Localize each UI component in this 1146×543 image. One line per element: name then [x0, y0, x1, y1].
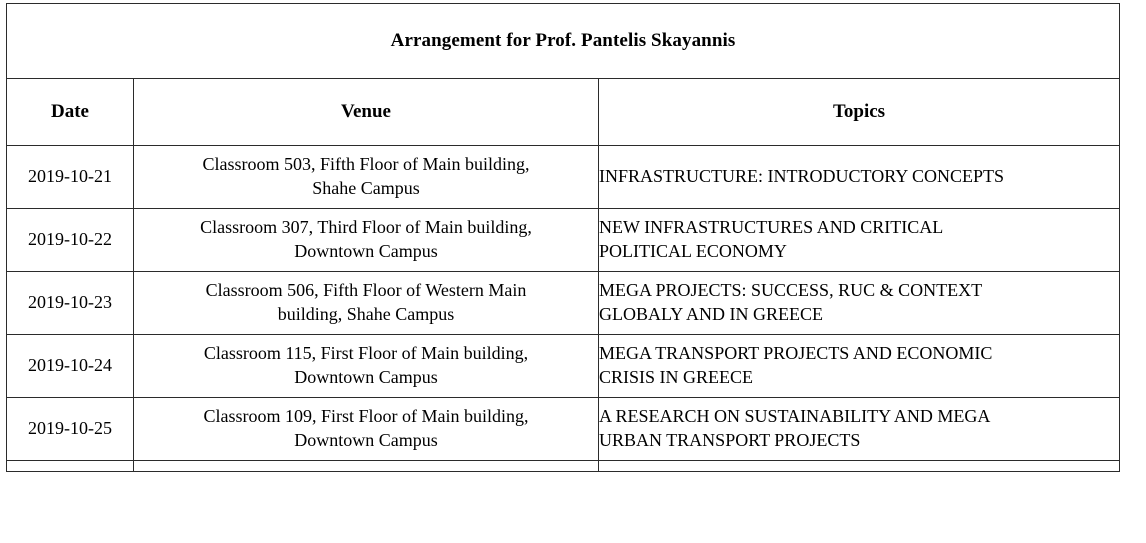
topics-line-1: MEGA TRANSPORT PROJECTS AND ECONOMIC — [599, 343, 993, 364]
venue-line-2: Downtown Campus — [294, 367, 438, 387]
cell-venue — [134, 335, 599, 398]
venue-line-1: Classroom 503, Fifth Floor of Main building, — [202, 154, 530, 175]
document-title: Arrangement for Prof. Pantelis Skayannis — [7, 4, 1120, 79]
cell-venue — [134, 146, 599, 209]
table-row — [7, 146, 1120, 209]
cell-date: 2019-10-22 — [7, 209, 134, 272]
cell-date: 2019-10-25 — [7, 398, 134, 461]
cell-venue-clipped — [134, 461, 599, 472]
table-row — [7, 272, 1120, 335]
topics-line-2: CRISIS IN GREECE — [599, 367, 754, 387]
cell-date-clipped — [7, 461, 134, 472]
table-row — [7, 209, 1120, 272]
cell-topics — [599, 335, 1120, 398]
venue-line-1: Classroom 109, First Floor of Main building, — [203, 406, 529, 427]
cell-date: 2019-10-23 — [7, 272, 134, 335]
cell-date: 2019-10-24 — [7, 335, 134, 398]
venue-line-2: Downtown Campus — [294, 241, 438, 261]
topics-line-2: POLITICAL ECONOMY — [599, 241, 787, 261]
table-row — [7, 398, 1120, 461]
topics-line-1: INFRASTRUCTURE: INTRODUCTORY CONCEPTS — [599, 166, 1005, 187]
cell-topics — [599, 272, 1120, 335]
table-header-row — [7, 79, 1120, 146]
cell-topics — [599, 146, 1120, 209]
table-row-clipped — [7, 461, 1120, 472]
cell-venue — [134, 209, 599, 272]
venue-line-2: Downtown Campus — [294, 430, 438, 450]
topics-line-1: NEW INFRASTRUCTURES AND CRITICAL — [599, 217, 944, 238]
cell-venue — [134, 272, 599, 335]
column-header-venue: Venue — [134, 79, 599, 146]
venue-line-2: Shahe Campus — [312, 178, 420, 198]
venue-line-2: building, Shahe Campus — [277, 304, 455, 324]
topics-line-1: A RESEARCH ON SUSTAINABILITY AND MEGA — [599, 406, 991, 427]
topics-line-1: MEGA PROJECTS: SUCCESS, RUC & CONTEXT — [599, 280, 983, 301]
document-page — [0, 3, 1146, 543]
table-row — [7, 335, 1120, 398]
cell-topics — [599, 398, 1120, 461]
cell-venue — [134, 398, 599, 461]
schedule-table — [6, 3, 1120, 472]
topics-line-2: URBAN TRANSPORT PROJECTS — [599, 430, 861, 450]
cell-topics-clipped — [599, 461, 1120, 472]
column-header-date: Date — [7, 79, 134, 146]
cell-topics — [599, 209, 1120, 272]
venue-line-1: Classroom 115, First Floor of Main building, — [203, 343, 529, 364]
table-title-row — [7, 4, 1120, 79]
cell-date: 2019-10-21 — [7, 146, 134, 209]
venue-line-1: Classroom 506, Fifth Floor of Western Main — [205, 280, 527, 301]
venue-line-1: Classroom 307, Third Floor of Main building, — [200, 217, 532, 238]
topics-line-2: GLOBALY AND IN GREECE — [599, 304, 824, 324]
column-header-topics: Topics — [599, 79, 1120, 146]
